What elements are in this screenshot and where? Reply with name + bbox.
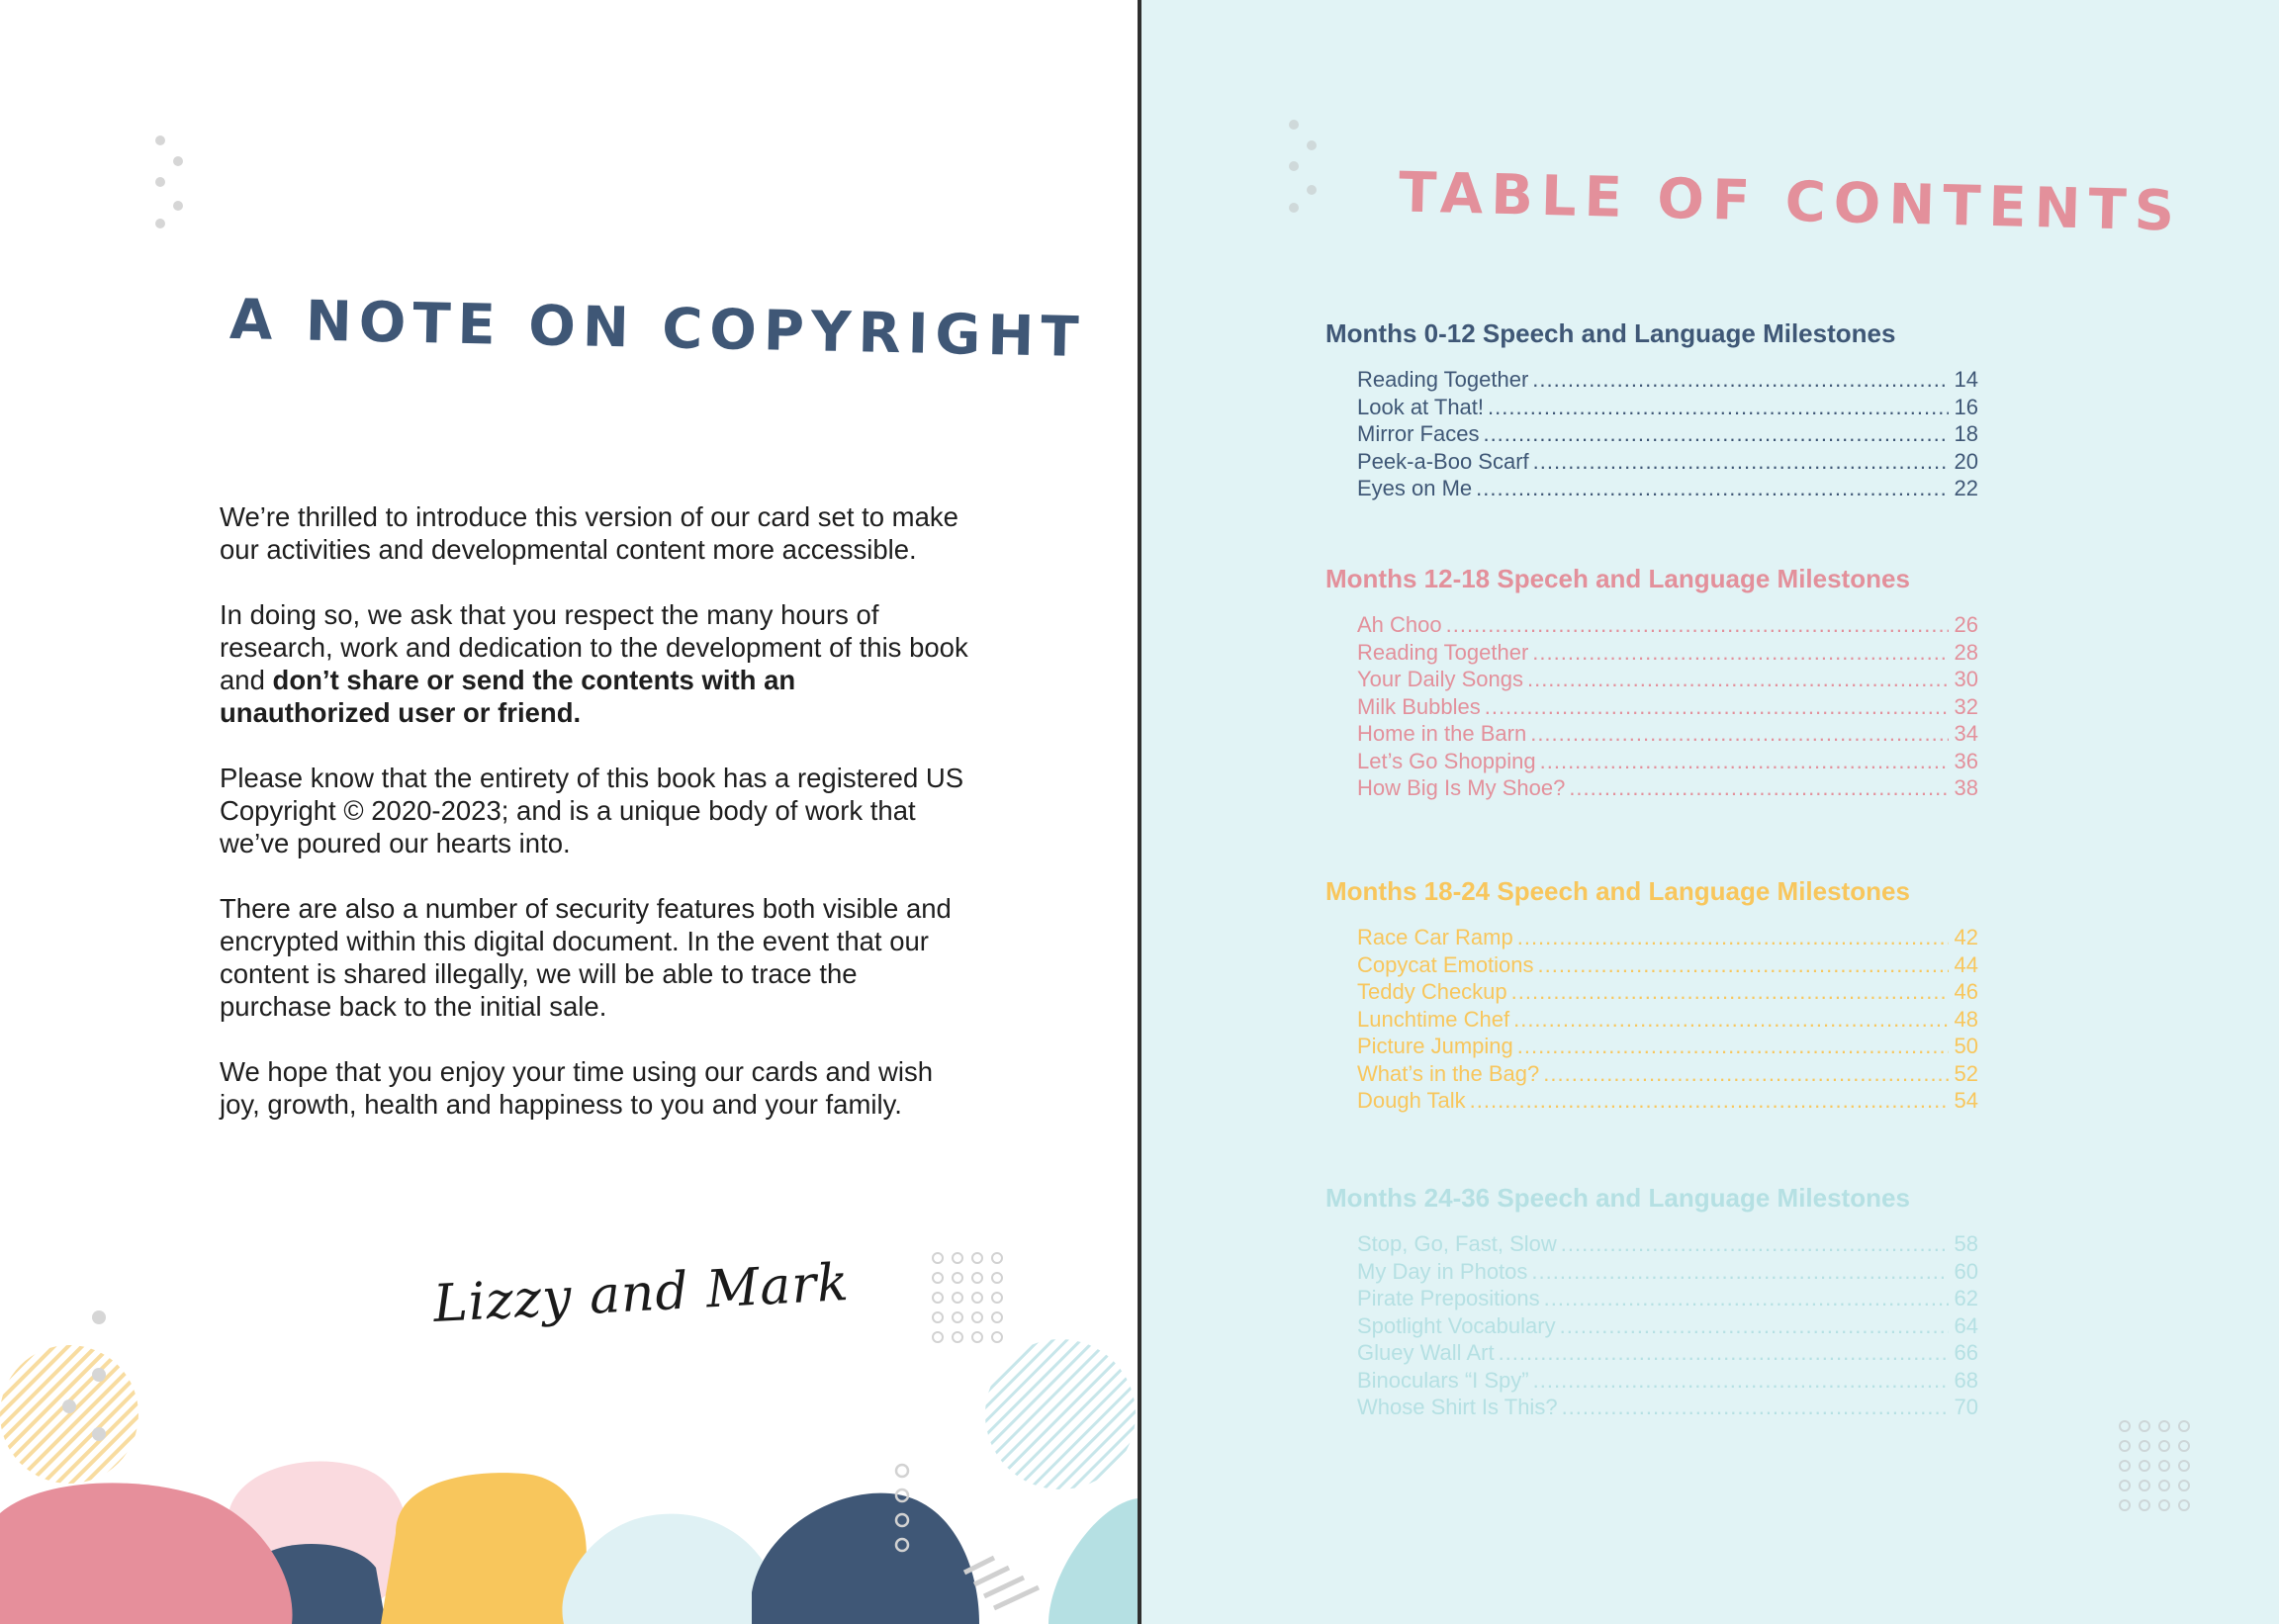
toc-entry[interactable]: Race Car Ramp ..... 42 [1357,924,1978,951]
toc-list [1357,366,1978,502]
dots-decoration [148,129,198,237]
toc-entry[interactable]: Copycat Emotions ..... 44 [1357,951,1978,979]
toc-section-24-36 [1325,1183,1978,1421]
toc-entry[interactable]: Reading Together ..... 14 [1357,366,1978,394]
toc-section-heading: Months 24-36 Speech and Language Milestones [1325,1183,1910,1213]
toc-entry[interactable]: Whose Shirt Is This? ..... 70 [1357,1394,1978,1421]
page-title: A NOTE ON COPYRIGHT [228,287,1087,371]
signature: Lizzy and Mark [431,1253,852,1334]
copyright-page [0,0,1138,1624]
bold-warning: don’t share or send the contents with an unauthorized user or friend. [220,665,796,728]
copyright-text [220,500,971,1153]
blob-decoration [0,1286,1138,1624]
toc-section-12-18 [1325,564,1978,802]
toc-entry[interactable]: Stop, Go, Fast, Slow ..... 58 [1357,1230,1978,1258]
toc-entry[interactable]: How Big Is My Shoe? ..... 38 [1357,774,1978,802]
page-title: TABLE OF CONTENTS [1398,160,2183,244]
toc-entry[interactable]: Look at That! ..... 16 [1357,394,1978,421]
toc-section-heading: Months 12-18 Speceh and Language Milestones [1325,564,1910,593]
toc-entry[interactable]: Teddy Checkup ..... 46 [1357,978,1978,1006]
toc-entry[interactable]: Binoculars “I Spy” ..... 68 [1357,1367,1978,1395]
toc-entry[interactable]: Lunchtime Chef ..... 48 [1357,1006,1978,1034]
toc-entry[interactable]: Peek-a-Boo Scarf ..... 20 [1357,448,1978,476]
paragraph: Please know that the entirety of this book has a registered US Copyright © 2020-2023; and is a unique body of work that we’ve poured our hearts into. [220,763,964,858]
toc-entry[interactable]: Mirror Faces ..... 18 [1357,420,1978,448]
toc-entry[interactable]: Let’s Go Shopping ..... 36 [1357,748,1978,775]
dots-decoration [1282,113,1331,222]
toc-list [1357,1230,1978,1421]
toc-entry[interactable]: My Day in Photos ..... 60 [1357,1258,1978,1286]
toc-list [1357,611,1978,802]
paragraph: We hope that you enjoy your time using our cards and wish joy, growth, health and happiness to you and your family. [220,1056,934,1120]
toc-entry[interactable]: Your Daily Songs ..... 30 [1357,666,1978,693]
toc-entry[interactable]: Milk Bubbles ..... 32 [1357,693,1978,721]
toc-entry[interactable]: Eyes on Me ..... 22 [1357,475,1978,502]
toc-entry[interactable]: Dough Talk ..... 54 [1357,1087,1978,1115]
toc-section-18-24 [1325,876,1978,1115]
toc-entry[interactable]: Home in the Barn ..... 34 [1357,720,1978,748]
toc-entry[interactable]: What’s in the Bag? ..... 52 [1357,1060,1978,1088]
toc-section-heading: Months 18-24 Speech and Language Milestones [1325,876,1910,906]
toc-entry[interactable]: Spotlight Vocabulary ..... 64 [1357,1312,1978,1340]
toc-entry[interactable]: Ah Choo ..... 26 [1357,611,1978,639]
toc-list [1357,924,1978,1115]
toc-section-heading: Months 0-12 Speech and Language Milestones [1325,318,1896,348]
toc-entry[interactable]: Reading Together ..... 28 [1357,639,1978,667]
toc-entry[interactable]: Picture Jumping ..... 50 [1357,1033,1978,1060]
circle-grid-decoration [2115,1416,2204,1517]
toc-entry[interactable]: Pirate Prepositions ..... 62 [1357,1285,1978,1312]
toc-section-0-12 [1325,318,1978,502]
toc-entry[interactable]: Gluey Wall Art ..... 66 [1357,1339,1978,1367]
paragraph: In doing so, we ask that you respect the many hours of research, work and dedication to the development of this book and don’t share or send the contents with an unauthorized user or friend. [220,599,968,728]
paragraph: There are also a number of security features both visible and encrypted within this digital document. In the event that our content is shared illegally, we will be able to trace the purchase back to the initial sale. [220,893,952,1022]
paragraph: We’re thrilled to introduce this version of our card set to make our activities and developmental content more accessible. [220,501,958,565]
